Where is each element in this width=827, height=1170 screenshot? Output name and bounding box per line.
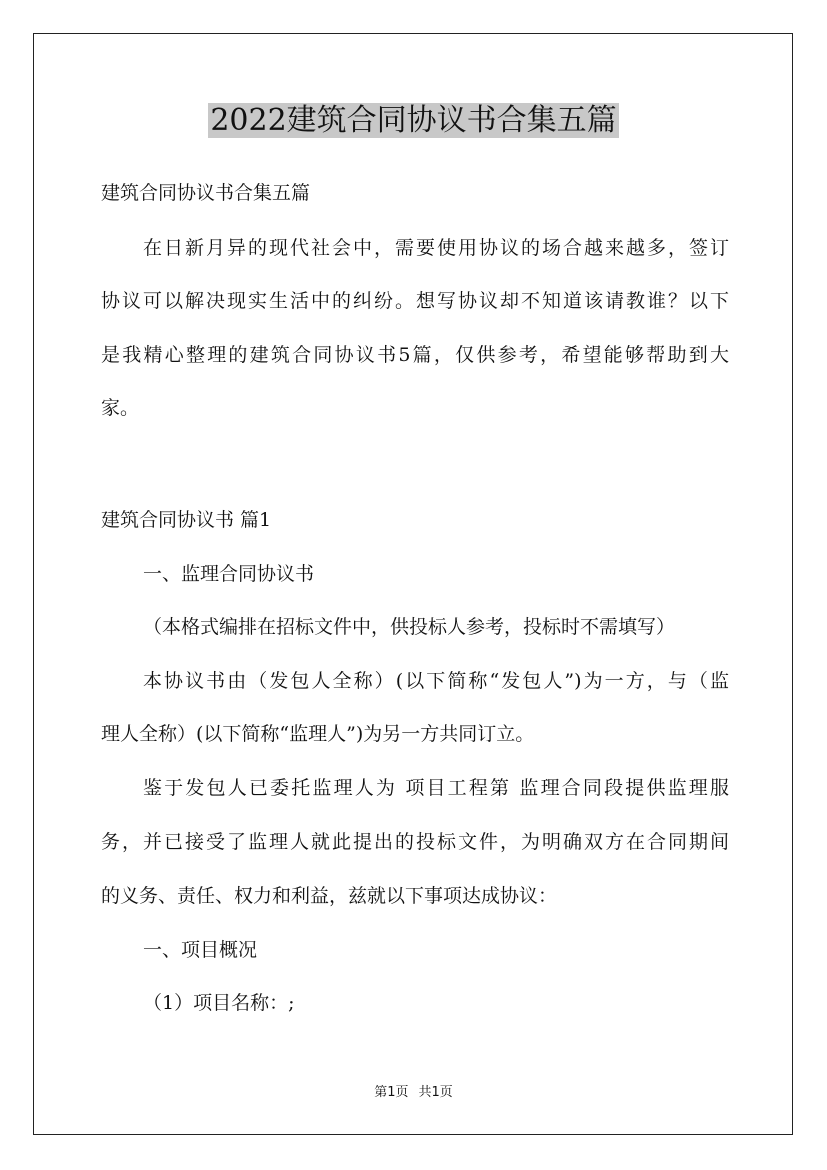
document-title [0,101,827,141]
format-note: （本格式编排在招标文件中，供投标人参考，投标时不需填写） [143,616,676,638]
para1-line-1: 本协议书由（发包人全称）(以下简称“发包人”)为一方，与（监 [143,670,729,692]
intro-line-2: 协议可以解决现实生活中的纠纷。想写协议却不知道该请教谁？以下 [101,290,729,312]
item-project-name: （1）项目名称：; [143,992,295,1014]
para1-line-2: 理人全称）(以下简称“监理人”)为另一方共同订立。 [101,723,535,745]
document-subtitle: 建筑合同协议书合集五篇 [101,182,311,204]
page-current: 第1页 [374,1085,409,1100]
section-heading: 建筑合同协议书 篇1 [101,509,272,531]
intro-line-1: 在日新月异的现代社会中，需要使用协议的场合越来越多，签订 [143,237,729,259]
para2-line-2: 务，并已接受了监理人就此提出的投标文件，为明确双方在合同期间 [101,831,729,853]
section-subheading: 一、监理合同协议书 [143,563,315,585]
page-total: 共1页 [418,1085,453,1100]
para2-line-1: 鉴于发包人已委托监理人为 项目工程第 监理合同段提供监理服 [143,777,729,799]
page-footer [0,1084,827,1102]
item-heading: 一、项目概况 [143,939,258,961]
intro-line-3: 是我精心整理的建筑合同协议书5篇，仅供参考，希望能够帮助到大 [101,344,729,366]
intro-line-4: 家。 [101,397,140,419]
document-title-text: 2022建筑合同协议书合集五篇 [210,103,617,138]
para2-line-3: 的义务、责任、权力和利益，兹就以下事项达成协议： [101,885,558,907]
